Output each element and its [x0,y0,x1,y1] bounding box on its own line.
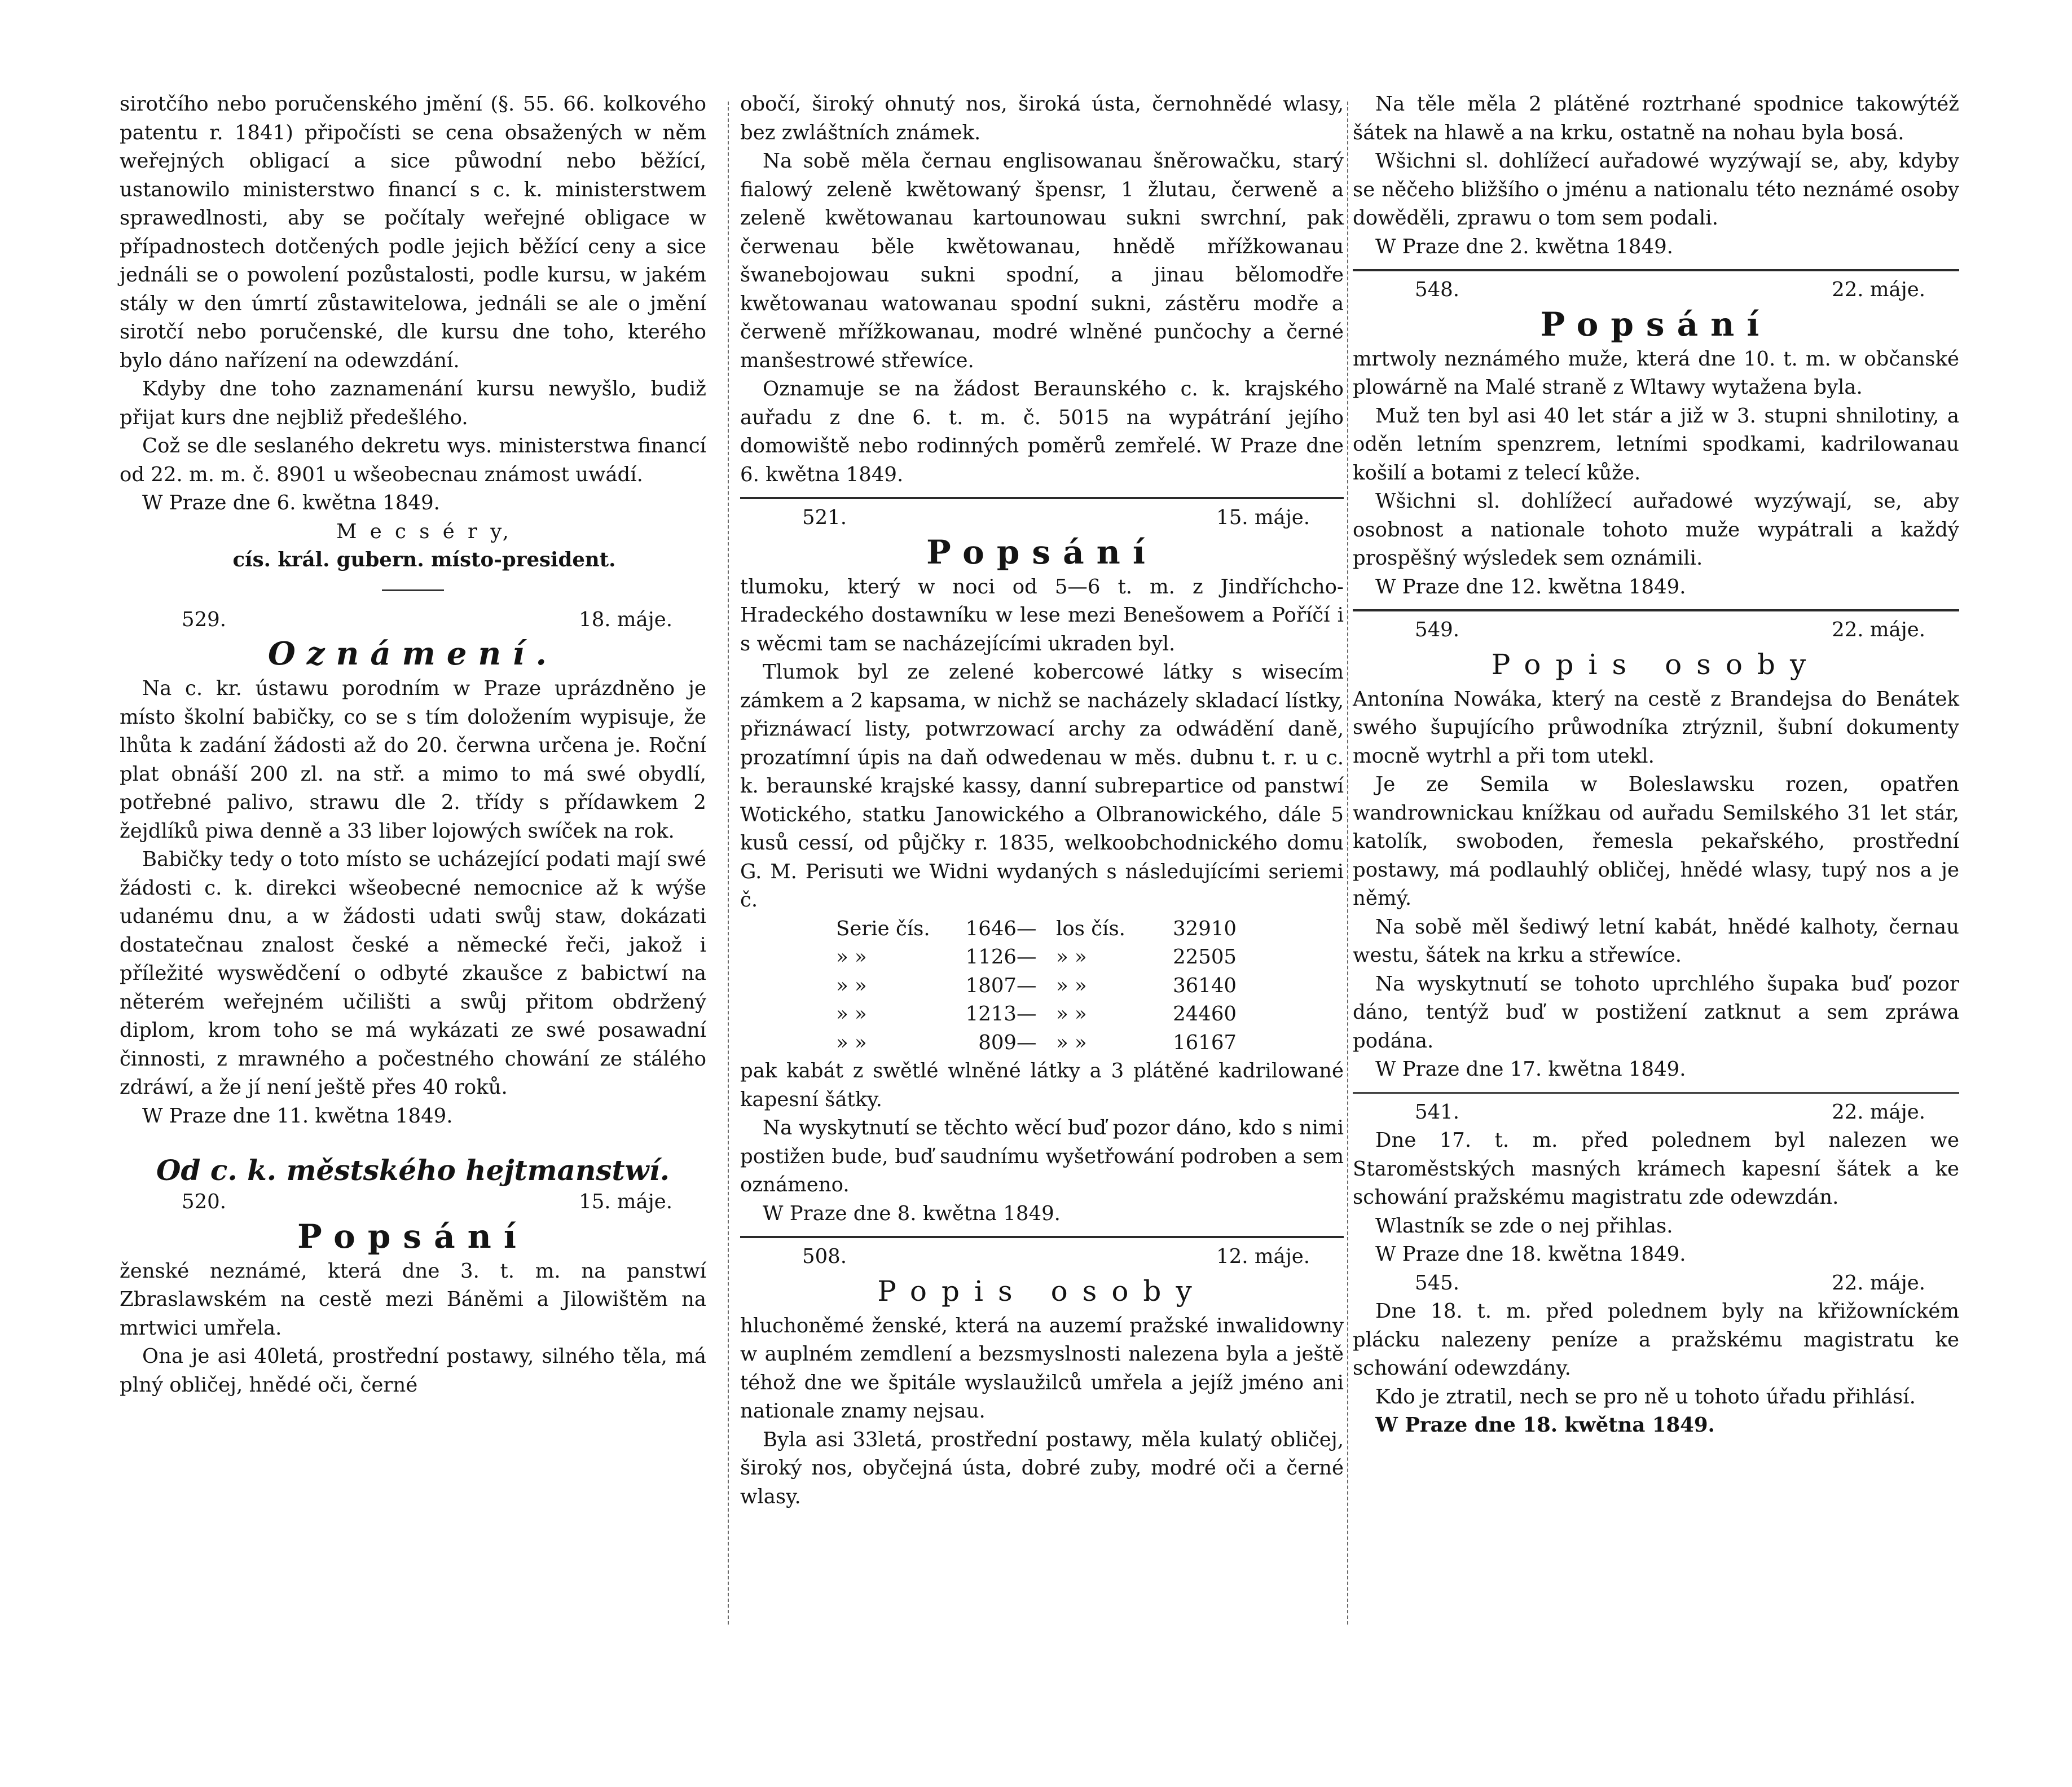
notice-number: 508. [802,1245,847,1268]
notice-548-closing: W Praze dne 12. kwětna 1849. [1375,575,1686,598]
notice-521-paragraph-2: Tlumok byl ze zelené kobercowé látky s wisecím zámkem a 2 kapsama, w nichž se nacházely skladací lístky, přiznáwací listy, potwrzowací archy za odwádění daně, prozatímní úpis na daň odwedenau w měs. dubnu t. r. u c. k. beraunské krajské kassy, danní subrepartice od panstwí Wotického, statku Janowického a Olbranowického, dále 5 kusů cessí, od půjčky r. 1835, welkoobchodnického domu G. M. Perisuti we Widni wydaných s následujícími seriemi č. [740,661,1344,912]
notice-date: 18. máje. [579,608,672,631]
notice-545-paragraph-2: Kdo je ztratil, nech se pro ně u tohoto úřadu přihlásí. [1375,1385,1916,1409]
notice-520-paragraph-2: Ona je asi 40letá, prostřední postawy, silného těla, má plný obličej, hnědé oči, černé [120,1345,706,1397]
col2-intro: obočí, široký ohnutý nos, široká ústa, černohnědé wlasy, bez zwláštních známek. [740,93,1344,144]
col2-paragraph-3: Oznamuje se na žádost Beraunského c. k. krajského auřadu z dne 6. t. m. č. 5015 na wypátrání jejího domowiště nebo rodinných poměrů zemřelé. W Praze dne 6. kwětna 1849. [740,377,1344,486]
notice-number: 541. [1415,1100,1460,1124]
series-cell-e: 24460 [1173,1002,1237,1025]
series-cell-e: 22505 [1173,945,1237,969]
series-cell-b: 1807 [965,974,1017,997]
notice-521-paragraph-3: pak kabát z swětlé wlněné látky a 3 plátěné kadrilowané kapesní šátky. [740,1059,1344,1111]
short-divider [382,589,444,591]
notice-508-paragraph-2: Byla asi 33letá, prostřední postawy, měla kulatý obličej, široký nos, obyčejná ústa, dobré zuby, modré oči a černé wlasy. [740,1428,1344,1508]
notice-date: 22. máje. [1832,278,1925,301]
notice-529-header [120,606,706,635]
notice-520-heading: Popsání [297,1217,529,1256]
series-cell-c: — [1017,1031,1037,1054]
notice-date: 15. máje. [579,1190,672,1213]
series-cell-a: » » [836,974,867,997]
series-cell-d: » » [1056,974,1087,997]
col2-paragraph-2: Na sobě měla černau englisowanau šněrowačku, starý fialowý zeleně kwětowaný špensr, 1 žlutau, čerweně a zeleně kwětowanau kartounowau sukni swrchní, pak čerwenau běle kwětowanau, hnědě mřížkowanau šwanebojowau sukni spodní, a jinau bělomodře kwětowanau watowanau spodní sukni, zástěru modře a čerweně mřížkowanau, modré wlněné punčochy a černé manšestrowé střewíce. [740,149,1344,372]
series-cell-e: 32910 [1173,917,1237,940]
notice-520-paragraph-1: ženské neznámé, která dne 3. t. m. na panstwí Zbraslawském na cestě mezi Báněmi a Jilowištěm na mrtwici umřela. [120,1259,706,1340]
notice-divider [1353,609,1959,611]
series-cell-e: 16167 [1173,1031,1237,1054]
notice-508-header [740,1243,1344,1271]
notice-number: 521. [802,506,847,529]
series-cell-c: — [1017,917,1037,940]
notice-number: 545. [1415,1271,1460,1295]
series-row [740,972,1344,1001]
signature-title: cís. král. gubern. místo-president. [232,548,616,571]
series-cell-d: los čís. [1056,917,1125,940]
notice-divider [1353,1092,1959,1094]
notice-548-paragraph-2: Muž ten byl asi 40 let stár a již w 3. stupni shnilotiny, a oděn letním spenzrem, letními spodkami, kadrilowanau košilí a botami z telecí kůže. [1353,404,1959,485]
notice-521-header [740,504,1344,532]
series-cell-a: » » [836,945,867,969]
series-row [740,915,1344,944]
notice-548-header [1353,276,1959,305]
notice-545-header [1353,1269,1959,1298]
column-divider-right [1347,102,1348,1625]
col1-date: W Praze dne 6. kwětna 1849. [142,491,440,514]
notice-divider [740,497,1344,499]
series-cell-c: — [1017,1002,1037,1025]
notice-date: 22. máje. [1832,1271,1925,1295]
notice-545-paragraph-1: Dne 18. t. m. před polednem byly na křižowníckém plácku nalezeny peníze a pražskému magistratu ke schowání odewzdány. [1353,1300,1959,1380]
notice-541-paragraph-2: Wlastník se zde o nej přihlas. [1375,1214,1673,1238]
series-cell-b: 1646 [965,917,1017,940]
col3-intro: Na těle měla 2 plátěné roztrhané spodnice takowýtéž šátek na hlawě a na krku, ostatně na nohau byla bosá. [1353,93,1959,144]
notice-549-paragraph-3: Na sobě měl šediwý letní kabát, hnědé kalhoty, černau westu, šátek na krku a střewíce. [1353,915,1959,967]
notice-508-paragraph-1: hluchoněmé ženské, která na auzemí pražské inwalidowny w auplném zemdlení a bezsmyslnosti nalezena byla a ještě téhož dne we špitále wyslaužilců umřela a jejíž jméno ani nationale znamy nejsau. [740,1314,1344,1423]
notice-date: 22. máje. [1832,618,1925,641]
notice-number: 520. [182,1190,227,1213]
series-cell-b: 809 [978,1031,1017,1054]
series-cell-a: Serie čís. [836,917,930,940]
notice-549-paragraph-4: Na wyskytnutí se tohoto uprchlého šupaka buď pozor dáno, tentýž buď w postižení zatknut a sem zpráwa podána. [1353,972,1959,1053]
series-cell-a: » » [836,1002,867,1025]
col3-paragraph-2: Wšichni sl. dohlížecí auřadowé wyzýwají se, aby, kdyby se něčeho bližšího o jménu a nationalu této neznámé osoby dowěděli, zprawu o tom sem podali. [1353,149,1959,230]
section-heading: Od c. k. městského hejtmanstwí. [156,1154,670,1187]
series-cell-e: 36140 [1173,974,1237,997]
notice-529-closing: W Praze dne 11. kwětna 1849. [142,1104,453,1128]
notice-number: 529. [182,608,227,631]
notice-541-header [1353,1098,1959,1127]
series-cell-d: » » [1056,1031,1087,1054]
notice-548-paragraph-3: Wšichni sl. dohlížecí auřadowé wyzýwají, se, aby osobnost a nationale tohoto muže wypátrali a každý prospěšný wýsledek sem oznámili. [1353,490,1959,570]
notice-541-closing: W Praze dne 18. kwětna 1849. [1375,1243,1686,1266]
notice-divider [1353,269,1959,271]
notice-548-heading: Popsání [1540,305,1772,344]
notice-549-paragraph-2: Je ze Semila w Boleslawsku rozen, opatřen wandrownickau knížkau od auřadu Semilského 31 let stár, katolík, swoboden, řemesla pekařského, prostřední postawy, má podlauhlý obličej, hnědé wlasy, tupý nos a je němý. [1353,773,1959,910]
notice-545-closing: W Praze dne 18. kwětna 1849. [1375,1414,1715,1437]
notice-529-heading: Oznámení. [268,635,558,672]
notice-549-closing: W Praze dne 17. kwětna 1849. [1375,1058,1686,1081]
notice-548-paragraph-1: mrtwoly neznámého muže, která dne 10. t. m. w občanské plowárně na Malé straně z Wltawy wytažena byla. [1353,347,1959,399]
notice-549-paragraph-1: Antonína Nowáka, který na cestě z Brandejsa do Benátek swého šupujícího průwodníka ztrýznil, šubní dokumenty mocně wytrhl a při tom utekl. [1353,687,1959,768]
series-cell-b: 1126 [965,945,1017,969]
col1-paragraph-2: Kdyby dne toho zaznamenání kursu newyšlo, budiž přijat kurs dne nejbliž předešlého. [120,377,706,429]
series-row [740,943,1344,972]
series-cell-b: 1213 [965,1002,1017,1025]
column-2 [740,90,1344,1511]
notice-number: 548. [1415,278,1460,301]
notice-520-header [120,1188,706,1217]
col1-intro: sirotčího nebo poručenského jmění (§. 55. 66. kolkového patentu r. 1841) připočísti se cena obsažených w něm weřejných obligací a sice půwodní nebo běžící, ustanowilo ministerstwo financí s c. k. ministerstwem sprawedlnosti, aby se počítaly weřejné obligace w případnostech dotčených podle jejich běžící ceny a sice jednáli se o powolení pozůstalosti, podle kursu, w jakém stály w den úmrtí zůstawitelowa, jednáli se ale o jmění sirotčí nebo poručenské, dle kursu dne toho, kterého bylo dáno nařízení na odewzdání. [120,93,706,372]
col1-paragraph-3: Což se dle seslaného dekretu wys. ministerstwa financí od 22. m. m. č. 8901 u wšeobecnau známost uwádí. [120,434,706,486]
notice-529-paragraph-2: Babičky tedy o toto místo se ucházející podati mají swé žádosti c. k. direkci wšeobecné nemocnice až k wýše udanému dnu, a w žádosti udati swůj staw, dokázati dostatečnau znalost české a německé řeči, jakož i příležité wyswědčení o odbyté zkaušce z babictwí na něterém weřejném učilišti a swůj přitom obdržený diplom, krom toho se má wykázati ze swé posawadní činnosti, z mrawného a počestného chowání ze stálého zdráwí, a že jí není ještě přes 40 roků. [120,848,706,1099]
column-divider-left [728,102,729,1625]
notice-date: 12. máje. [1216,1245,1310,1268]
notice-541-paragraph-1: Dne 17. t. m. před polednem byl nalezen we Staroměstských masných krámech kapesní šátek a ke schowání pražskému magistratu zde odewzdán. [1353,1129,1959,1209]
notice-549-heading: Popis osoby [1491,648,1821,681]
notice-date: 22. máje. [1832,1100,1925,1124]
notice-521-paragraph-1: tlumoku, který w noci od 5—6 t. m. z Jindříchcho-Hradeckého dostawníku w lese mezi Benešowem a Poříčí i s wěcmi tam se nacházejícími ukraden byl. [740,575,1344,655]
series-row [740,1000,1344,1029]
notice-number: 549. [1415,618,1460,641]
series-cell-d: » » [1056,1002,1087,1025]
notice-divider [740,1236,1344,1238]
notice-521-heading: Popsání [926,532,1158,571]
signature-name: M e c s é r y, [336,520,512,543]
notice-529-paragraph-1: Na c. kr. ústawu porodním w Praze uprázdněno je místo školní babičky, co se s tím doložením wypisuje, že lhůta k zadání žádosti až do 20. čerwna určena je. Roční plat obnáší 200 zl. na stř. a mimo to má swé obydlí, potřebné palivo, strawu dle 2. třídy s přídawkem 2 žejdlíků piwa denně a 33 liber lojowých swíček na rok. [120,677,706,843]
notice-508-heading: Popis osoby [877,1274,1207,1308]
series-list [740,915,1344,1058]
series-cell-a: » » [836,1031,867,1054]
series-row [740,1029,1344,1058]
notice-521-closing: W Praze dne 8. kwětna 1849. [763,1201,1061,1225]
column-1 [120,90,706,1399]
column-3 [1353,90,1959,1440]
col3-closing: W Praze dne 2. kwětna 1849. [1375,235,1673,258]
series-cell-d: » » [1056,945,1087,969]
notice-521-paragraph-4: Na wyskytnutí se těchto wěcí buď pozor dáno, kdo s nimi postižen bude, buď saudnímu wyšetřowání podroben a sem oznámeno. [740,1116,1344,1196]
notice-549-header [1353,616,1959,645]
series-cell-c: — [1017,945,1037,969]
series-cell-c: — [1017,974,1037,997]
notice-date: 15. máje. [1216,506,1310,529]
